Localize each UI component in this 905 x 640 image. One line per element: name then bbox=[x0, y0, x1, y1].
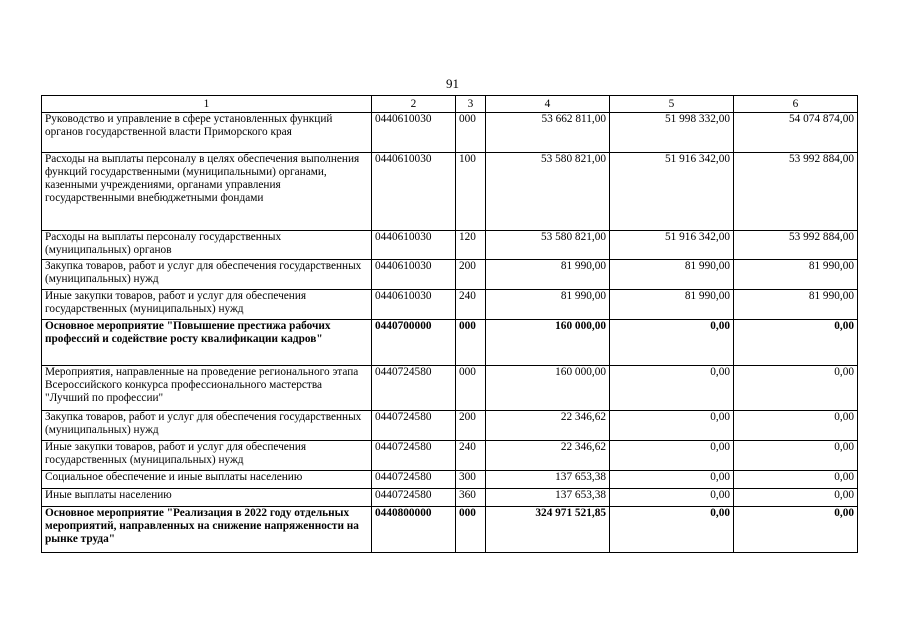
amount-col4: 324 971 521,85 bbox=[486, 507, 610, 553]
table-row bbox=[42, 471, 858, 489]
amount-col4: 137 653,38 bbox=[486, 471, 610, 489]
amount-col6: 54 074 874,00 bbox=[734, 113, 858, 153]
amount-col6: 81 990,00 bbox=[734, 290, 858, 320]
expense-type: 360 bbox=[456, 489, 486, 507]
amount-col4: 160 000,00 bbox=[486, 366, 610, 411]
amount-col5: 0,00 bbox=[610, 489, 734, 507]
expense-type: 100 bbox=[456, 153, 486, 231]
table-row bbox=[42, 290, 858, 320]
row-name: Иные закупки товаров, работ и услуг для обеспечения государственных (муниципальных) нужд bbox=[42, 441, 372, 471]
amount-col5: 51 998 332,00 bbox=[610, 113, 734, 153]
amount-col6: 0,00 bbox=[734, 411, 858, 441]
row-name: Закупка товаров, работ и услуг для обеспечения государственных (муниципальных) нужд bbox=[42, 411, 372, 441]
amount-col5: 81 990,00 bbox=[610, 260, 734, 290]
row-name: Иные выплаты населению bbox=[42, 489, 372, 507]
expense-type: 200 bbox=[456, 411, 486, 441]
amount-col5: 81 990,00 bbox=[610, 290, 734, 320]
column-header: 1 bbox=[42, 96, 372, 113]
amount-col4: 53 580 821,00 bbox=[486, 231, 610, 260]
expense-type: 240 bbox=[456, 290, 486, 320]
budget-table bbox=[41, 95, 858, 553]
table-row bbox=[42, 153, 858, 231]
page-number: 91 bbox=[446, 76, 459, 91]
target-code: 0440724580 bbox=[372, 441, 456, 471]
amount-col5: 0,00 bbox=[610, 441, 734, 471]
amount-col5: 0,00 bbox=[610, 320, 734, 366]
table-row bbox=[42, 366, 858, 411]
amount-col4: 22 346,62 bbox=[486, 441, 610, 471]
amount-col6: 53 992 884,00 bbox=[734, 231, 858, 260]
row-name: Иные закупки товаров, работ и услуг для обеспечения государственных (муниципальных) нужд bbox=[42, 290, 372, 320]
target-code: 0440610030 bbox=[372, 153, 456, 231]
expense-type: 000 bbox=[456, 507, 486, 553]
amount-col5: 0,00 bbox=[610, 471, 734, 489]
row-name: Расходы на выплаты персоналу в целях обеспечения выполнения функций государственными (муниципальными) органами, казенными учреждениями, органами управления государственными внебюджетными фондами bbox=[42, 153, 372, 231]
expense-type: 240 bbox=[456, 441, 486, 471]
amount-col6: 0,00 bbox=[734, 471, 858, 489]
row-name: Расходы на выплаты персоналу государственных (муниципальных) органов bbox=[42, 231, 372, 260]
amount-col5: 51 916 342,00 bbox=[610, 231, 734, 260]
expense-type: 000 bbox=[456, 113, 486, 153]
amount-col6: 0,00 bbox=[734, 489, 858, 507]
row-name: Руководство и управление в сфере установленных функций органов государственной власти Приморского края bbox=[42, 113, 372, 153]
row-name: Основное мероприятие "Повышение престижа рабочих профессий и содействие росту квалификации кадров" bbox=[42, 320, 372, 366]
amount-col6: 0,00 bbox=[734, 320, 858, 366]
row-name: Мероприятия, направленные на проведение регионального этапа Всероссийского конкурса профессионального мастерства "Лучший по профессии" bbox=[42, 366, 372, 411]
amount-col6: 81 990,00 bbox=[734, 260, 858, 290]
table-row bbox=[42, 411, 858, 441]
amount-col4: 137 653,38 bbox=[486, 489, 610, 507]
target-code: 0440700000 bbox=[372, 320, 456, 366]
amount-col6: 0,00 bbox=[734, 366, 858, 411]
expense-type: 000 bbox=[456, 366, 486, 411]
column-header: 3 bbox=[456, 96, 486, 113]
expense-type: 300 bbox=[456, 471, 486, 489]
target-code: 0440724580 bbox=[372, 471, 456, 489]
row-name: Социальное обеспечение и иные выплаты населению bbox=[42, 471, 372, 489]
table-row bbox=[42, 441, 858, 471]
expense-type: 120 bbox=[456, 231, 486, 260]
target-code: 0440724580 bbox=[372, 366, 456, 411]
row-name: Основное мероприятие "Реализация в 2022 году отдельных мероприятий, направленных на снижение напряженности на рынке труда" bbox=[42, 507, 372, 553]
table-row bbox=[42, 260, 858, 290]
target-code: 0440610030 bbox=[372, 260, 456, 290]
column-header: 2 bbox=[372, 96, 456, 113]
amount-col6: 0,00 bbox=[734, 507, 858, 553]
table-row bbox=[42, 320, 858, 366]
amount-col5: 0,00 bbox=[610, 411, 734, 441]
amount-col4: 81 990,00 bbox=[486, 290, 610, 320]
table-row bbox=[42, 113, 858, 153]
column-header: 4 bbox=[486, 96, 610, 113]
amount-col4: 53 580 821,00 bbox=[486, 153, 610, 231]
amount-col4: 22 346,62 bbox=[486, 411, 610, 441]
table-row bbox=[42, 231, 858, 260]
target-code: 0440800000 bbox=[372, 507, 456, 553]
table-row bbox=[42, 489, 858, 507]
target-code: 0440610030 bbox=[372, 231, 456, 260]
target-code: 0440724580 bbox=[372, 489, 456, 507]
column-header: 5 bbox=[610, 96, 734, 113]
expense-type: 200 bbox=[456, 260, 486, 290]
amount-col5: 0,00 bbox=[610, 507, 734, 553]
expense-type: 000 bbox=[456, 320, 486, 366]
table-row bbox=[42, 507, 858, 553]
target-code: 0440610030 bbox=[372, 113, 456, 153]
target-code: 0440610030 bbox=[372, 290, 456, 320]
target-code: 0440724580 bbox=[372, 411, 456, 441]
amount-col4: 81 990,00 bbox=[486, 260, 610, 290]
table-header-row bbox=[42, 96, 858, 113]
row-name: Закупка товаров, работ и услуг для обеспечения государственных (муниципальных) нужд bbox=[42, 260, 372, 290]
amount-col5: 0,00 bbox=[610, 366, 734, 411]
amount-col6: 0,00 bbox=[734, 441, 858, 471]
column-header: 6 bbox=[734, 96, 858, 113]
amount-col6: 53 992 884,00 bbox=[734, 153, 858, 231]
amount-col5: 51 916 342,00 bbox=[610, 153, 734, 231]
amount-col4: 53 662 811,00 bbox=[486, 113, 610, 153]
amount-col4: 160 000,00 bbox=[486, 320, 610, 366]
